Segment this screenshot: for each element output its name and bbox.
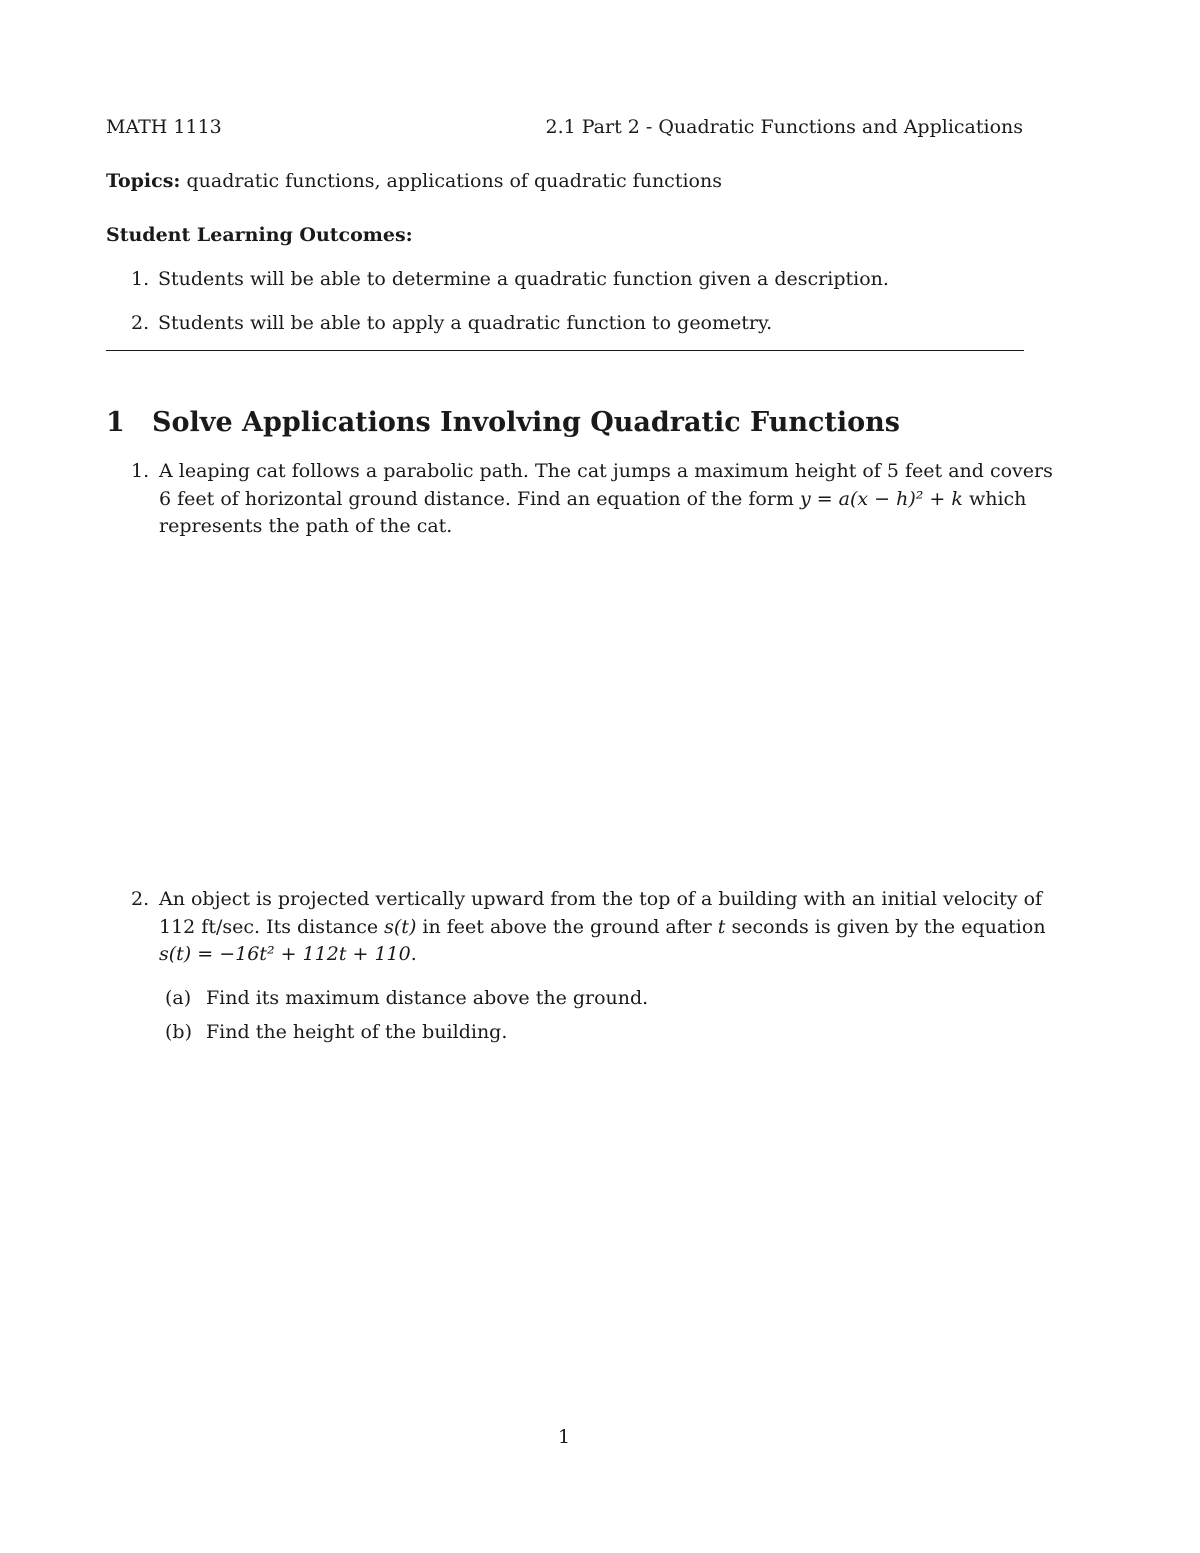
height-equation: s(t) = −16t² + 112t + 110.: [159, 943, 417, 965]
outcome-text: Students will be able to determine a quadratic function given a description.: [158, 268, 889, 290]
problem-number: 2.: [131, 888, 150, 910]
outcome-number: 1.: [131, 268, 150, 290]
problem-line: represents the path of the cat.: [159, 515, 453, 537]
variable-t: t: [717, 915, 726, 938]
problem-2-part-b: [165, 1021, 507, 1043]
course-code: MATH 1113: [106, 116, 222, 138]
part-label: (a): [165, 987, 192, 1009]
learning-outcome-item: [131, 268, 889, 290]
topics-label: Topics:: [106, 170, 181, 192]
horizontal-rule: [106, 350, 1024, 351]
topics-line: [106, 170, 722, 192]
problem-1: [131, 458, 1053, 541]
section-title: Solve Applications Involving Quadratic Functions: [152, 407, 900, 438]
outcome-text: Students will be able to apply a quadratic function to geometry.: [158, 312, 773, 334]
problem-text-fragment: 6 feet of horizontal ground distance. Find an equation of the form: [159, 487, 794, 510]
problem-text-fragment: 112 ft/sec. Its distance: [159, 915, 379, 938]
topics-text: quadratic functions, applications of quadratic functions: [186, 170, 722, 192]
learning-outcomes-heading: Student Learning Outcomes:: [106, 224, 413, 246]
problem-text-fragment: in feet above the ground after: [422, 915, 712, 938]
section-heading: [106, 407, 900, 438]
function-notation: s(t): [384, 915, 417, 938]
problem-line: A leaping cat follows a parabolic path. The cat jumps a maximum height of 5 feet and covers: [159, 460, 1053, 482]
page-number: 1: [557, 1426, 571, 1448]
part-label: (b): [165, 1021, 192, 1043]
problem-2: [131, 886, 1046, 969]
section-number: 1: [106, 407, 125, 438]
outcome-number: 2.: [131, 312, 150, 334]
problem-2-part-a: [165, 987, 648, 1009]
equation-form: y = a(x − h)² + k: [799, 487, 963, 510]
problem-number: 1.: [131, 460, 150, 482]
problem-text-fragment: which: [968, 487, 1027, 510]
problem-text: [159, 458, 1053, 541]
problem-line: [159, 486, 1027, 514]
problem-line: An object is projected vertically upward from the top of a building with an initial velocity of: [159, 888, 1043, 910]
part-text: Find the height of the building.: [206, 1021, 508, 1043]
problem-text: [159, 886, 1046, 969]
problem-text-fragment: seconds is given by the equation: [731, 915, 1046, 938]
learning-outcome-item: [131, 312, 772, 334]
problem-line: [159, 914, 1046, 942]
section-header-title: 2.1 Part 2 - Quadratic Functions and Applications: [545, 116, 1023, 138]
part-text: Find its maximum distance above the ground.: [206, 987, 649, 1009]
